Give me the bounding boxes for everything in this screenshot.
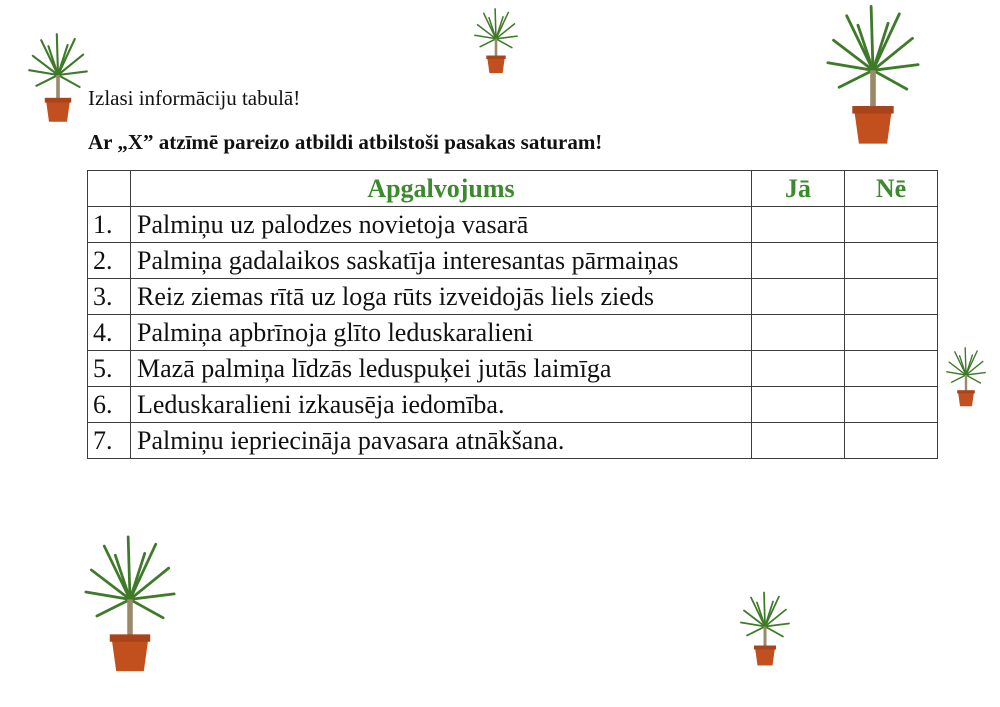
palm-plant-icon: [740, 590, 790, 668]
answer-no-cell[interactable]: [845, 351, 938, 387]
table-row: [88, 315, 938, 351]
answer-yes-cell[interactable]: [752, 423, 845, 459]
table-header-row: [88, 171, 938, 207]
answer-no-cell[interactable]: [845, 315, 938, 351]
answer-yes-cell[interactable]: [752, 243, 845, 279]
table-row: [88, 207, 938, 243]
row-statement: Leduskaralieni izkausēja iedomība.: [131, 387, 752, 423]
palm-plant-icon: [28, 32, 88, 124]
quiz-table: [87, 170, 938, 459]
row-number: 3.: [88, 279, 131, 315]
row-statement: Palmiņu iepriecināja pavasara atnākšana.: [131, 423, 752, 459]
answer-yes-cell[interactable]: [752, 279, 845, 315]
row-statement: Palmiņa gadalaikos saskatīja interesantas pārmaiņas: [131, 243, 752, 279]
table-row: [88, 279, 938, 315]
answer-yes-cell[interactable]: [752, 315, 845, 351]
row-number: 4.: [88, 315, 131, 351]
answer-no-cell[interactable]: [845, 207, 938, 243]
answer-yes-cell[interactable]: [752, 351, 845, 387]
header-no: Nē: [845, 171, 938, 207]
table-row: [88, 243, 938, 279]
row-number: 5.: [88, 351, 131, 387]
table-row: [88, 423, 938, 459]
table-row: [88, 387, 938, 423]
answer-no-cell[interactable]: [845, 423, 938, 459]
row-statement: Palmiņa apbrīnoja glīto leduskaralieni: [131, 315, 752, 351]
row-statement: Reiz ziemas rītā uz loga rūts izveidojās liels zieds: [131, 279, 752, 315]
row-number: 1.: [88, 207, 131, 243]
palm-plant-icon: [84, 534, 176, 674]
answer-yes-cell[interactable]: [752, 387, 845, 423]
row-statement: Mazā palmiņa līdzās leduspuķei jutās laimīga: [131, 351, 752, 387]
palm-plant-icon: [946, 345, 986, 409]
row-number: 6.: [88, 387, 131, 423]
row-statement: Palmiņu uz palodzes novietoja vasarā: [131, 207, 752, 243]
row-number: 7.: [88, 423, 131, 459]
header-number: [88, 171, 131, 207]
instruction-mark: Ar „X” atzīmē pareizo atbildi atbilstoši pasakas saturam!: [88, 130, 603, 154]
answer-no-cell[interactable]: [845, 243, 938, 279]
palm-plant-icon: [826, 4, 920, 146]
answer-yes-cell[interactable]: [752, 207, 845, 243]
instruction-read: Izlasi informāciju tabulā!: [88, 86, 301, 110]
header-statement: Apgalvojums: [131, 171, 752, 207]
header-yes: Jā: [752, 171, 845, 207]
answer-no-cell[interactable]: [845, 279, 938, 315]
row-number: 2.: [88, 243, 131, 279]
table-row: [88, 351, 938, 387]
palm-plant-icon: [474, 8, 518, 74]
answer-no-cell[interactable]: [845, 387, 938, 423]
